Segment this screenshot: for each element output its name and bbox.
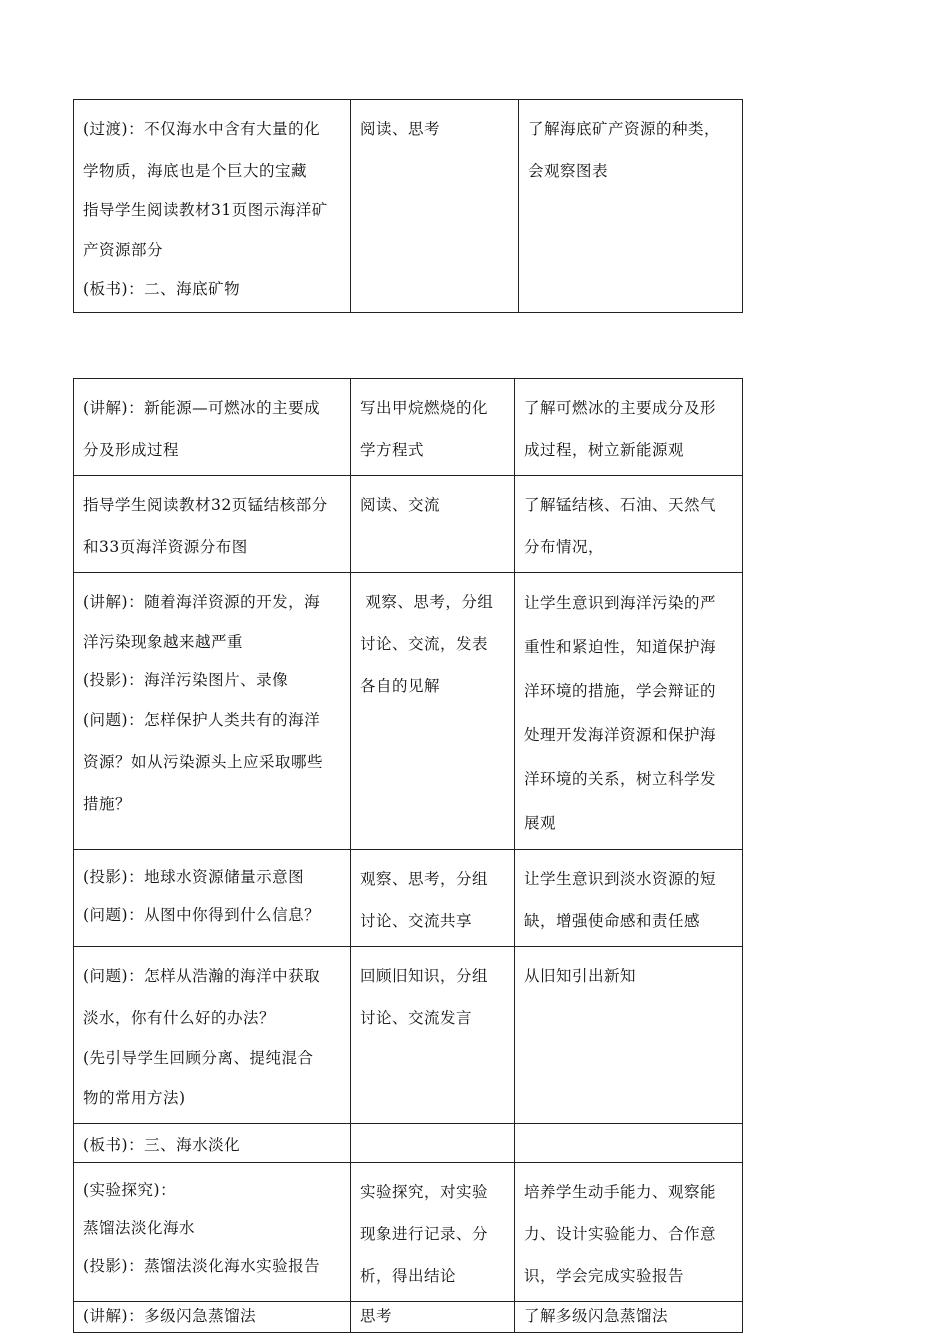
teacher-activity-cell — [74, 1302, 351, 1333]
cell-line: 资源？如从污染源头上应采取哪些 — [83, 753, 324, 771]
cell-line: (板书)：二、海底矿物 — [83, 280, 241, 298]
cell-line: 析，得出结论 — [360, 1267, 457, 1285]
cell-line: 洋污染现象越来越严重 — [83, 633, 244, 651]
cell-line: 现象进行记录、分 — [360, 1225, 489, 1243]
cell-line: 产资源部分 — [83, 241, 164, 259]
cell-line: 蒸馏法淡化海水 — [83, 1219, 196, 1237]
teacher-activity-cell — [74, 1124, 351, 1163]
cell-line: 力、设计实验能力、合作意 — [524, 1225, 717, 1243]
teacher-activity-cell — [74, 573, 351, 850]
teacher-activity-cell — [74, 379, 351, 476]
cell-line: 措施？ — [83, 795, 132, 813]
cell-line: 各自的见解 — [360, 677, 441, 695]
cell-line: 会观察图表 — [528, 162, 609, 180]
cell-line: (实验探究)： — [83, 1181, 177, 1199]
cell-line: (过渡)：不仅海水中含有大量的化 — [83, 120, 321, 138]
cell-line: 让学生意识到淡水资源的短 — [524, 870, 717, 888]
cell-line: 指导学生阅读教材31页图示海洋矿 — [83, 201, 328, 219]
cell-line: 洋环境的措施，学会辩证的 — [524, 682, 717, 700]
design-intent-cell — [515, 1124, 743, 1163]
cell-line: 观察、思考，分组 — [360, 870, 489, 888]
design-intent-cell — [515, 947, 743, 1124]
cell-line: 指导学生阅读教材32页锰结核部分 — [83, 496, 328, 514]
student-activity-cell — [351, 379, 515, 476]
design-intent-cell — [519, 100, 743, 313]
cell-line: 处理开发海洋资源和保护海 — [524, 726, 717, 744]
cell-line: (问题)：怎样保护人类共有的海洋 — [83, 711, 321, 729]
cell-line: (投影)：地球水资源储量示意图 — [83, 868, 305, 886]
cell-line: 从旧知引出新知 — [524, 967, 637, 985]
lesson-table-2 — [73, 378, 743, 1333]
cell-line: 了解海底矿产资源的种类， — [528, 120, 721, 138]
design-intent-cell — [515, 379, 743, 476]
cell-line: 成过程，树立新能源观 — [524, 441, 685, 459]
cell-line: 讨论、交流，发表 — [360, 635, 489, 653]
cell-line: 缺，增强使命感和责任感 — [524, 912, 701, 930]
table-row — [74, 1124, 743, 1163]
table-row — [74, 947, 743, 1124]
cell-line: 重性和紧迫性，知道保护海 — [524, 638, 717, 656]
design-intent-cell — [515, 573, 743, 850]
table-row — [74, 1302, 743, 1333]
cell-line: (投影)：海洋污染图片、录像 — [83, 671, 289, 689]
cell-line: 识，学会完成实验报告 — [524, 1267, 685, 1285]
cell-line: 阅读、交流 — [360, 496, 441, 514]
cell-line: 让学生意识到海洋污染的严 — [524, 594, 717, 612]
student-activity-cell — [351, 573, 515, 850]
cell-line: 培养学生动手能力、观察能 — [524, 1183, 717, 1201]
cell-line: (板书)：三、海水淡化 — [83, 1136, 241, 1154]
cell-line: 讨论、交流发言 — [360, 1009, 473, 1027]
cell-line: 展观 — [524, 814, 557, 832]
cell-line: (讲解)：随着海洋资源的开发，海 — [83, 593, 321, 611]
design-intent-cell — [515, 850, 743, 947]
cell-line: 思考 — [360, 1307, 393, 1325]
cell-line: 实验探究，对实验 — [360, 1183, 489, 1201]
teacher-activity-cell — [74, 1163, 351, 1302]
cell-line: 写出甲烷燃烧的化 — [360, 399, 489, 417]
student-activity-cell — [351, 850, 515, 947]
table-row — [74, 1163, 743, 1302]
cell-line: 讨论、交流共享 — [360, 912, 473, 930]
cell-line: (讲解)：多级闪急蒸馏法 — [83, 1307, 257, 1325]
student-activity-cell — [351, 1302, 515, 1333]
teacher-activity-cell — [74, 850, 351, 947]
cell-line: (投影)：蒸馏法淡化海水实验报告 — [83, 1257, 321, 1275]
student-activity-cell — [351, 476, 515, 573]
teacher-activity-cell — [74, 100, 351, 313]
table-row — [74, 573, 743, 850]
cell-line: 洋环境的关系，树立科学发 — [524, 770, 717, 788]
cell-line: (问题)：怎样从浩瀚的海洋中获取 — [83, 967, 321, 985]
cell-line: 了解锰结核、石油、天然气 — [524, 496, 717, 514]
lesson-table-1 — [73, 99, 743, 313]
teacher-activity-cell — [74, 947, 351, 1124]
cell-line: 学物质，海底也是个巨大的宝藏 — [83, 162, 308, 180]
cell-line: (讲解)：新能源—可燃冰的主要成 — [83, 399, 321, 417]
student-activity-cell — [351, 1124, 515, 1163]
cell-line: 分布情况， — [524, 538, 605, 556]
design-intent-cell — [515, 1163, 743, 1302]
student-activity-cell — [351, 1163, 515, 1302]
table-row — [74, 379, 743, 476]
design-intent-cell — [515, 476, 743, 573]
cell-line: 物的常用方法) — [83, 1089, 186, 1107]
table-row — [74, 850, 743, 947]
cell-line: 观察、思考，分组 — [360, 593, 494, 611]
cell-line: 了解可燃冰的主要成分及形 — [524, 399, 717, 417]
cell-line: 和33页海洋资源分布图 — [83, 538, 248, 556]
cell-line: 淡水，你有什么好的办法？ — [83, 1009, 276, 1027]
table-row — [74, 476, 743, 573]
student-activity-cell — [351, 947, 515, 1124]
cell-line: 分及形成过程 — [83, 441, 180, 459]
cell-line: 回顾旧知识，分组 — [360, 967, 489, 985]
table-row — [74, 100, 743, 313]
cell-line: 学方程式 — [360, 441, 425, 459]
cell-line: (先引导学生回顾分离、提纯混合 — [83, 1049, 314, 1067]
cell-line: (问题)：从图中你得到什么信息？ — [83, 906, 321, 924]
student-activity-cell — [351, 100, 519, 313]
teacher-activity-cell — [74, 476, 351, 573]
cell-line: 阅读、思考 — [360, 120, 441, 138]
cell-line: 了解多级闪急蒸馏法 — [524, 1307, 669, 1325]
design-intent-cell — [515, 1302, 743, 1333]
